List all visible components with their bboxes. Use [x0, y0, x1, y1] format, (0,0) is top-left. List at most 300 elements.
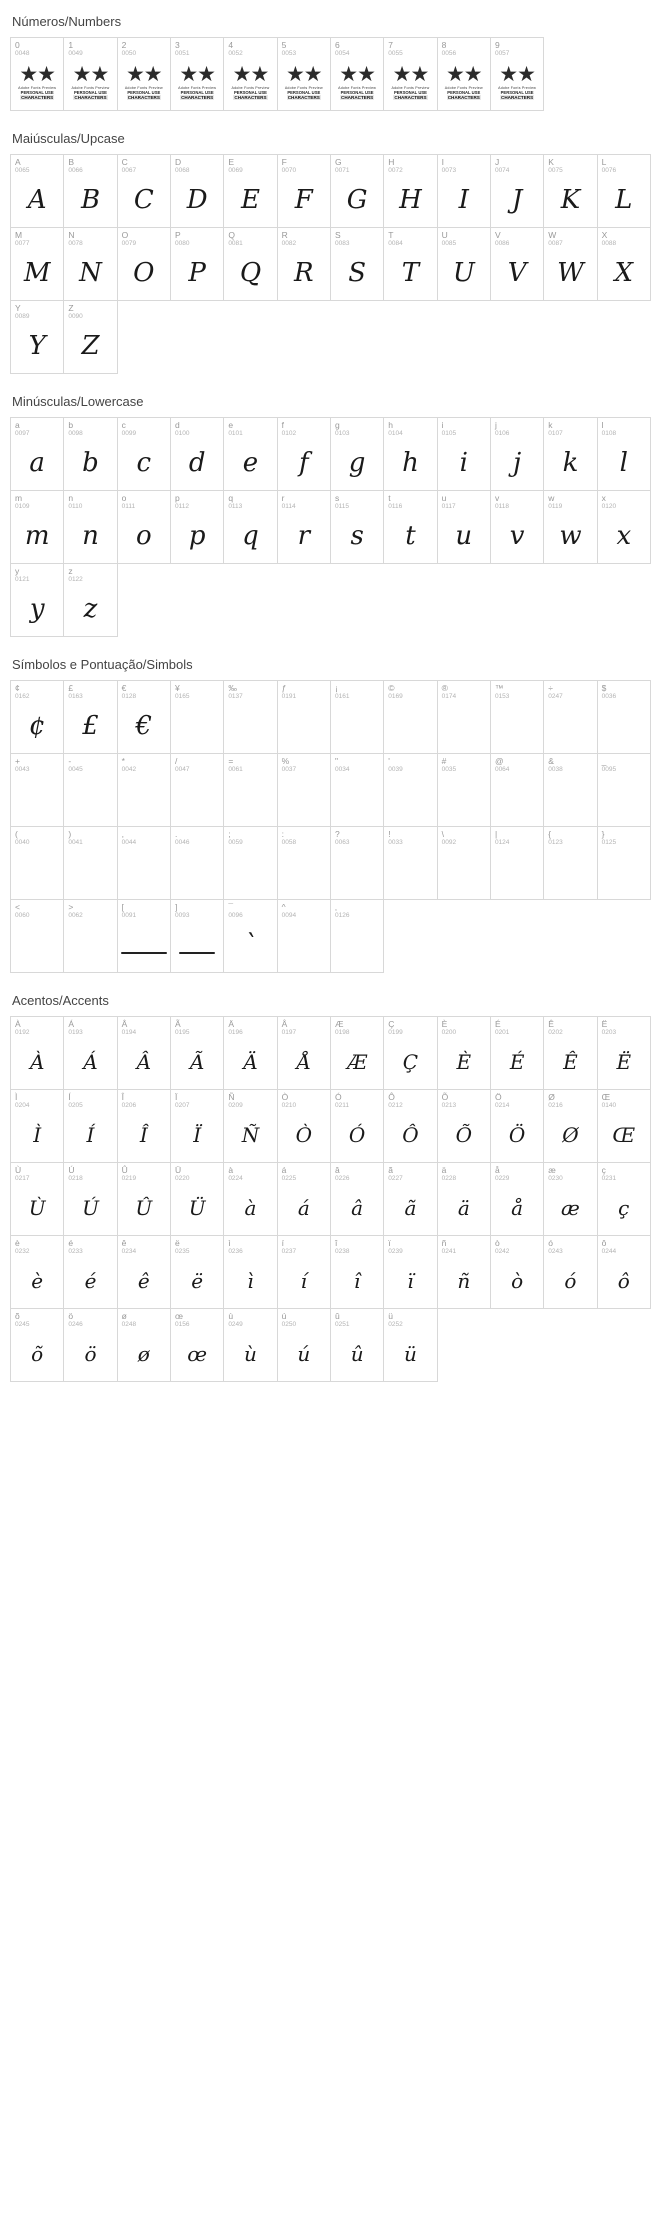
- glyph-cell: [171, 1236, 224, 1309]
- glyph-cell: [11, 38, 64, 111]
- glyph-char-label: L: [601, 157, 607, 167]
- glyph-char-label: ã: [388, 1165, 394, 1175]
- glyph-char-label: À: [15, 1019, 21, 1029]
- glyph-char-label: @: [494, 756, 504, 766]
- glyph-cell: [11, 228, 64, 301]
- glyph-cell: [331, 827, 384, 900]
- glyph-char-label: ë: [174, 1238, 180, 1248]
- glyph-cell: [331, 754, 384, 827]
- star-icon: ★★: [72, 62, 109, 86]
- glyph-cell: [598, 754, 651, 827]
- glyph-cell: [491, 228, 544, 301]
- glyph-cell: [384, 155, 437, 228]
- glyph-char-label: Í: [68, 1092, 71, 1102]
- glyph-code-label: 0238: [334, 1248, 350, 1255]
- glyph-code-label: 0228: [441, 1175, 457, 1182]
- glyph-render: G: [346, 185, 368, 215]
- glyph-char-label: E: [228, 157, 234, 167]
- glyph-cell: [598, 1017, 651, 1090]
- glyph-code-label: 0044: [121, 839, 137, 846]
- glyph-render: [544, 774, 596, 824]
- glyph-code-label: 0051: [174, 50, 190, 57]
- glyph-render: B: [80, 185, 101, 215]
- glyph-render: p: [188, 521, 206, 551]
- section-title-numbers: Números/Numbers: [12, 14, 122, 29]
- glyph-code-label: 0045: [68, 766, 83, 773]
- glyph-cell: [224, 1163, 277, 1236]
- glyph-char-label: Ö: [494, 1092, 502, 1102]
- glyph-render: [11, 774, 63, 824]
- glyph-cell: [171, 38, 224, 111]
- glyph-char-label: %: [281, 756, 290, 766]
- glyph-cell: [278, 491, 331, 564]
- watermark-line-2: PERSONAL USE: [393, 89, 427, 95]
- glyph-code-label: 0169: [388, 693, 403, 700]
- glyph-render: [544, 701, 596, 751]
- glyph-char-label: r: [281, 493, 285, 503]
- glyph-code-label: 0083: [334, 240, 350, 247]
- glyph-char-label: a: [15, 420, 20, 430]
- glyph-cell: [438, 1017, 491, 1090]
- glyph-cell: [331, 1309, 384, 1382]
- glyph-code-label: 0247: [548, 693, 563, 700]
- glyph-cell: [171, 491, 224, 564]
- glyph-cell: [598, 155, 651, 228]
- glyph-cell: [118, 754, 171, 827]
- glyph-char-label: ò: [494, 1238, 500, 1248]
- glyph-cell: [331, 228, 384, 301]
- glyph-cell: [331, 155, 384, 228]
- glyph-char-label: 2: [121, 40, 127, 50]
- glyph-code-label: 0081: [228, 240, 243, 247]
- glyph-code-label: 0234: [121, 1248, 137, 1255]
- glyph-char-label: Ô: [388, 1092, 395, 1102]
- glyph-code-label: 0174: [441, 693, 457, 700]
- glyph-render: [11, 847, 63, 897]
- glyph-code-label: 0084: [388, 240, 403, 247]
- section-title-accents: Acentos/Accents: [12, 993, 109, 1008]
- glyph-cell: [118, 827, 171, 900]
- glyph-render: ø: [137, 1342, 150, 1366]
- glyph-code-label: 0117: [441, 503, 456, 510]
- glyph-cell: [384, 1309, 437, 1382]
- watermark-line-2: PERSONAL USE: [233, 89, 267, 95]
- glyph-char-label: Ê: [548, 1019, 554, 1029]
- glyph-char-label: Ã: [174, 1019, 181, 1029]
- glyph-code-label: 0199: [388, 1029, 403, 1036]
- glyph-char-label: !: [388, 829, 391, 839]
- glyph-code-label: 0047: [174, 766, 190, 773]
- glyph-code-label: 0099: [121, 430, 137, 437]
- glyph-char-label: j: [494, 420, 497, 430]
- glyph-render: Í: [86, 1123, 95, 1147]
- watermark-line-3: CHARACTERS: [501, 94, 534, 100]
- star-icon: ★★: [232, 62, 269, 86]
- glyph-code-label: 0224: [228, 1175, 243, 1182]
- glyph-code-label: 0042: [121, 766, 137, 773]
- glyph-char-label: q: [228, 493, 234, 503]
- glyph-cell: [64, 38, 117, 111]
- glyph-cell: [598, 681, 651, 754]
- glyph-render: Ü: [188, 1196, 206, 1220]
- glyph-code-label: 0082: [281, 240, 297, 247]
- glyph-char-label: O: [121, 230, 129, 240]
- glyph-cell: [118, 1163, 171, 1236]
- glyph-render: ç: [618, 1196, 630, 1220]
- glyph-cell: [598, 1090, 651, 1163]
- glyph-char-label: R: [281, 230, 288, 240]
- glyph-code-label: 0237: [281, 1248, 297, 1255]
- glyph-char-label: ]: [174, 902, 178, 912]
- glyph-code-label: 0118: [494, 503, 509, 510]
- glyph-code-label: 0201: [494, 1029, 510, 1036]
- glyph-char-label: 7: [388, 40, 394, 50]
- glyph-code-label: 0068: [174, 167, 190, 174]
- glyph-char-label: ï: [388, 1238, 391, 1248]
- glyph-code-label: 0239: [388, 1248, 403, 1255]
- glyph-render: O: [133, 258, 155, 288]
- glyph-render: [224, 847, 276, 897]
- glyph-code-label: 0124: [494, 839, 510, 846]
- watermark-line-3: CHARACTERS: [234, 94, 267, 100]
- glyph-char-label: õ: [15, 1311, 20, 1321]
- glyph-char-label: >: [68, 902, 74, 912]
- glyph-code-label: 0093: [174, 912, 190, 919]
- glyph-code-label: 0074: [494, 167, 510, 174]
- glyph-char-label: Ù: [15, 1165, 22, 1175]
- watermark-line-3: CHARACTERS: [287, 94, 320, 100]
- glyph-code-label: 0057: [494, 50, 510, 57]
- glyph-cell: [224, 900, 277, 973]
- glyph-char-label: Å: [281, 1019, 288, 1029]
- glyph-cell: [278, 38, 331, 111]
- glyph-render: ö: [84, 1342, 97, 1366]
- glyph-render: m: [24, 521, 50, 551]
- glyph-cell: [171, 1163, 224, 1236]
- glyph-render: Ó: [348, 1123, 366, 1147]
- glyph-code-label: 0195: [174, 1029, 190, 1036]
- glyph-cell: [384, 754, 437, 827]
- glyph-render: Ä: [243, 1050, 258, 1074]
- glyph-grid: [10, 37, 544, 111]
- section-accents: [10, 1016, 651, 1382]
- glyph-render: i: [459, 448, 468, 478]
- glyph-cell: [384, 1017, 437, 1090]
- glyph-cell: [118, 155, 171, 228]
- glyph-code-label: 0095: [601, 766, 617, 773]
- glyph-render: [384, 774, 436, 824]
- glyph-cell: [224, 1017, 277, 1090]
- glyph-code-label: 0246: [68, 1321, 83, 1328]
- watermark-line-1: Adobe Fonts Preview: [231, 85, 270, 90]
- glyph-char-label: h: [388, 420, 394, 430]
- glyph-cell: [171, 1090, 224, 1163]
- glyph-code-label: 0241: [441, 1248, 457, 1255]
- glyph-grid: [10, 417, 651, 637]
- glyph-code-label: 0091: [121, 912, 137, 919]
- glyph-char-label: ): [68, 829, 72, 839]
- glyph-code-label: 0229: [494, 1175, 510, 1182]
- glyph-cell: [384, 681, 437, 754]
- glyph-code-label: 0048: [15, 50, 30, 57]
- glyph-cell: [331, 1163, 384, 1236]
- glyph-char-label: Ä: [228, 1019, 234, 1029]
- glyph-cell: [544, 754, 597, 827]
- watermark-line-3: CHARACTERS: [447, 94, 480, 100]
- glyph-char-label: â: [334, 1165, 340, 1175]
- glyph-render: [118, 920, 170, 970]
- watermark-placeholder: [66, 56, 114, 108]
- glyph-code-label: 0126: [334, 912, 350, 919]
- glyph-char-label: ": [334, 756, 338, 766]
- glyph-grid: [10, 680, 651, 973]
- glyph-cell: [491, 491, 544, 564]
- glyph-code-label: 0064: [494, 766, 510, 773]
- watermark-line-2: PERSONAL USE: [180, 89, 214, 95]
- glyph-code-label: 0101: [228, 430, 243, 437]
- glyph-code-label: 0076: [601, 167, 617, 174]
- glyph-char-label: c: [121, 420, 126, 430]
- glyph-code-label: 0197: [281, 1029, 297, 1036]
- glyph-code-label: 0055: [388, 50, 403, 57]
- glyph-cell: [544, 1090, 597, 1163]
- glyph-cell: [331, 38, 384, 111]
- glyph-cell: [224, 418, 277, 491]
- glyph-cell: [384, 491, 437, 564]
- glyph-char-label: û: [334, 1311, 340, 1321]
- glyph-render: ä: [457, 1196, 470, 1220]
- glyph-cell: [438, 754, 491, 827]
- star-icon: ★★: [339, 62, 375, 86]
- glyph-render: [64, 847, 116, 897]
- glyph-char-label: p: [174, 493, 180, 503]
- glyph-render: [438, 774, 490, 824]
- glyph-render: [278, 774, 330, 824]
- glyph-code-label: 0053: [281, 50, 297, 57]
- glyph-cell: [64, 564, 117, 637]
- glyph-char-label: €: [121, 683, 127, 693]
- glyph-char-label: ÷: [548, 683, 553, 693]
- glyph-render: t: [405, 521, 416, 551]
- glyph-render: [278, 701, 330, 751]
- glyph-render: Ö: [508, 1123, 526, 1147]
- glyph-cell: [544, 1236, 597, 1309]
- glyph-code-label: 0120: [601, 503, 617, 510]
- glyph-render: U: [452, 258, 475, 288]
- glyph-char-label: W: [548, 230, 557, 240]
- glyph-cell: [598, 827, 651, 900]
- glyph-char-label: t: [388, 493, 391, 503]
- glyph-render: [438, 847, 490, 897]
- glyph-cell: [438, 1090, 491, 1163]
- glyph-cell: [64, 491, 117, 564]
- glyph-code-label: 0162: [15, 693, 30, 700]
- section-numbers: [10, 37, 651, 111]
- glyph-grid: [10, 154, 651, 374]
- glyph-render: a: [29, 448, 45, 478]
- glyph-cell: [598, 228, 651, 301]
- glyph-char-label: Û: [121, 1165, 128, 1175]
- glyph-cell: [438, 1236, 491, 1309]
- watermark-line-2: PERSONAL USE: [20, 89, 54, 95]
- glyph-code-label: 0113: [228, 503, 243, 510]
- glyph-code-label: 0206: [121, 1102, 137, 1109]
- glyph-render: ï: [407, 1269, 414, 1293]
- glyph-char-label: Â: [121, 1019, 128, 1029]
- glyph-char-label: Ñ: [228, 1092, 235, 1102]
- glyph-char-label: F: [281, 157, 287, 167]
- glyph-code-label: 0203: [601, 1029, 617, 1036]
- glyph-cell: [171, 418, 224, 491]
- glyph-code-label: 0058: [281, 839, 297, 846]
- glyph-char-label: _: [601, 756, 607, 766]
- glyph-cell: [278, 155, 331, 228]
- glyph-char-label: ú: [281, 1311, 287, 1321]
- glyph-char-label: Ü: [174, 1165, 182, 1175]
- glyph-code-label: 0060: [15, 912, 30, 919]
- glyph-char-label: (: [15, 829, 18, 839]
- glyph-render: f: [298, 448, 309, 478]
- glyph-code-label: 0165: [174, 693, 190, 700]
- glyph-code-label: 0137: [228, 693, 243, 700]
- glyph-char-label: f: [281, 420, 285, 430]
- glyph-render: à: [244, 1196, 257, 1220]
- watermark-placeholder: [386, 56, 434, 108]
- glyph-cell: [438, 827, 491, 900]
- glyph-code-label: 0217: [15, 1175, 30, 1182]
- glyph-code-label: 0198: [334, 1029, 350, 1036]
- glyph-char-label: \: [441, 829, 444, 839]
- glyph-char-label: Æ: [334, 1019, 344, 1029]
- glyph-code-label: 0114: [281, 503, 296, 510]
- section-title-symbols: Símbolos e Pontuação/Simbols: [12, 657, 193, 672]
- glyph-cell: [64, 1309, 117, 1382]
- glyph-cell: [64, 1236, 117, 1309]
- glyph-char-label: í: [281, 1238, 285, 1248]
- glyph-cell: [331, 681, 384, 754]
- glyph-render: Œ: [612, 1123, 636, 1147]
- glyph-code-label: 0209: [228, 1102, 243, 1109]
- glyph-char-label: e: [228, 420, 234, 430]
- glyph-render: [118, 847, 170, 897]
- glyph-cell: [491, 754, 544, 827]
- glyph-render: [171, 847, 223, 897]
- watermark-line-2: PERSONAL USE: [127, 89, 161, 95]
- glyph-render: T: [401, 258, 420, 288]
- glyph-char-label: &: [548, 756, 554, 766]
- glyph-render: ô: [617, 1269, 630, 1293]
- glyph-code-label: 0205: [68, 1102, 83, 1109]
- glyph-char-label: [: [121, 902, 125, 912]
- glyph-render: ë: [191, 1269, 204, 1293]
- glyph-code-label: 0087: [548, 240, 563, 247]
- glyph-code-label: 0116: [388, 503, 403, 510]
- glyph-render: n: [82, 521, 99, 551]
- glyph-code-label: 0232: [15, 1248, 30, 1255]
- glyph-char-label: =: [228, 756, 234, 766]
- glyph-cell: [64, 754, 117, 827]
- glyph-render: z: [83, 594, 98, 624]
- glyph-code-label: 0227: [388, 1175, 403, 1182]
- glyph-code-label: 0054: [334, 50, 350, 57]
- glyph-code-label: 0071: [334, 167, 350, 174]
- glyph-cell: [11, 681, 64, 754]
- glyph-render: Z: [81, 331, 100, 361]
- glyph-code-label: 0061: [228, 766, 243, 773]
- watermark-line-3: CHARACTERS: [127, 94, 160, 100]
- glyph-char-label: ô: [601, 1238, 607, 1248]
- glyph-render: `: [243, 930, 257, 960]
- glyph-code-label: 0214: [494, 1102, 510, 1109]
- glyph-char-label: z: [68, 566, 73, 576]
- glyph-render: [384, 847, 436, 897]
- glyph-cell: [224, 1309, 277, 1382]
- glyph-char-label: î: [334, 1238, 338, 1248]
- glyph-render: ù: [244, 1342, 257, 1366]
- glyph-char-label: è: [15, 1238, 20, 1248]
- glyph-char-label: Ó: [334, 1092, 342, 1102]
- glyph-char-label: ‚: [334, 902, 337, 912]
- glyph-render: N: [79, 258, 102, 288]
- glyph-char-label: Ò: [281, 1092, 289, 1102]
- glyph-code-label: 0096: [228, 912, 243, 919]
- glyph-char-label: Z: [68, 303, 74, 313]
- glyph-char-label: Ø: [548, 1092, 555, 1102]
- glyph-char-label: Î: [121, 1092, 125, 1102]
- glyph-cell: [278, 900, 331, 973]
- glyph-render: [11, 920, 63, 970]
- glyph-cell: [278, 1090, 331, 1163]
- glyph-code-label: 0078: [68, 240, 83, 247]
- glyph-render: o: [135, 521, 152, 551]
- glyph-cell: [224, 1090, 277, 1163]
- glyph-render: ê: [137, 1269, 150, 1293]
- glyph-render: [491, 701, 543, 751]
- glyph-cell: [64, 301, 117, 374]
- glyph-code-label: 0088: [601, 240, 617, 247]
- glyph-code-label: 0069: [228, 167, 243, 174]
- glyph-render: [118, 774, 170, 824]
- glyph-char-label: U: [441, 230, 448, 240]
- glyph-code-label: 0194: [121, 1029, 137, 1036]
- glyph-cell: [11, 1017, 64, 1090]
- glyph-char-label: ä: [441, 1165, 447, 1175]
- glyph-char-label: ™: [494, 683, 504, 693]
- glyph-render: F: [294, 185, 313, 215]
- glyph-char-label: Ú: [68, 1165, 75, 1175]
- glyph-cell: [11, 1236, 64, 1309]
- glyph-char-label: ¢: [15, 683, 20, 693]
- glyph-code-label: 0065: [15, 167, 30, 174]
- glyph-cell: [64, 1090, 117, 1163]
- glyph-cell: [331, 900, 384, 973]
- glyph-code-label: 0225: [281, 1175, 297, 1182]
- glyph-render: b: [82, 448, 99, 478]
- star-icon: ★★: [445, 62, 482, 86]
- glyph-render: [491, 847, 543, 897]
- glyph-render: D: [186, 185, 208, 215]
- glyph-char-label: 3: [174, 40, 180, 50]
- glyph-render: ü: [404, 1342, 417, 1366]
- glyph-code-label: 0089: [15, 313, 30, 320]
- glyph-render: Y: [28, 331, 46, 361]
- glyph-code-label: 0210: [281, 1102, 297, 1109]
- glyph-cell: [544, 418, 597, 491]
- glyph-code-label: 0085: [441, 240, 457, 247]
- glyph-code-label: 0108: [601, 430, 617, 437]
- glyph-code-label: 0050: [121, 50, 137, 57]
- glyph-cell: [118, 418, 171, 491]
